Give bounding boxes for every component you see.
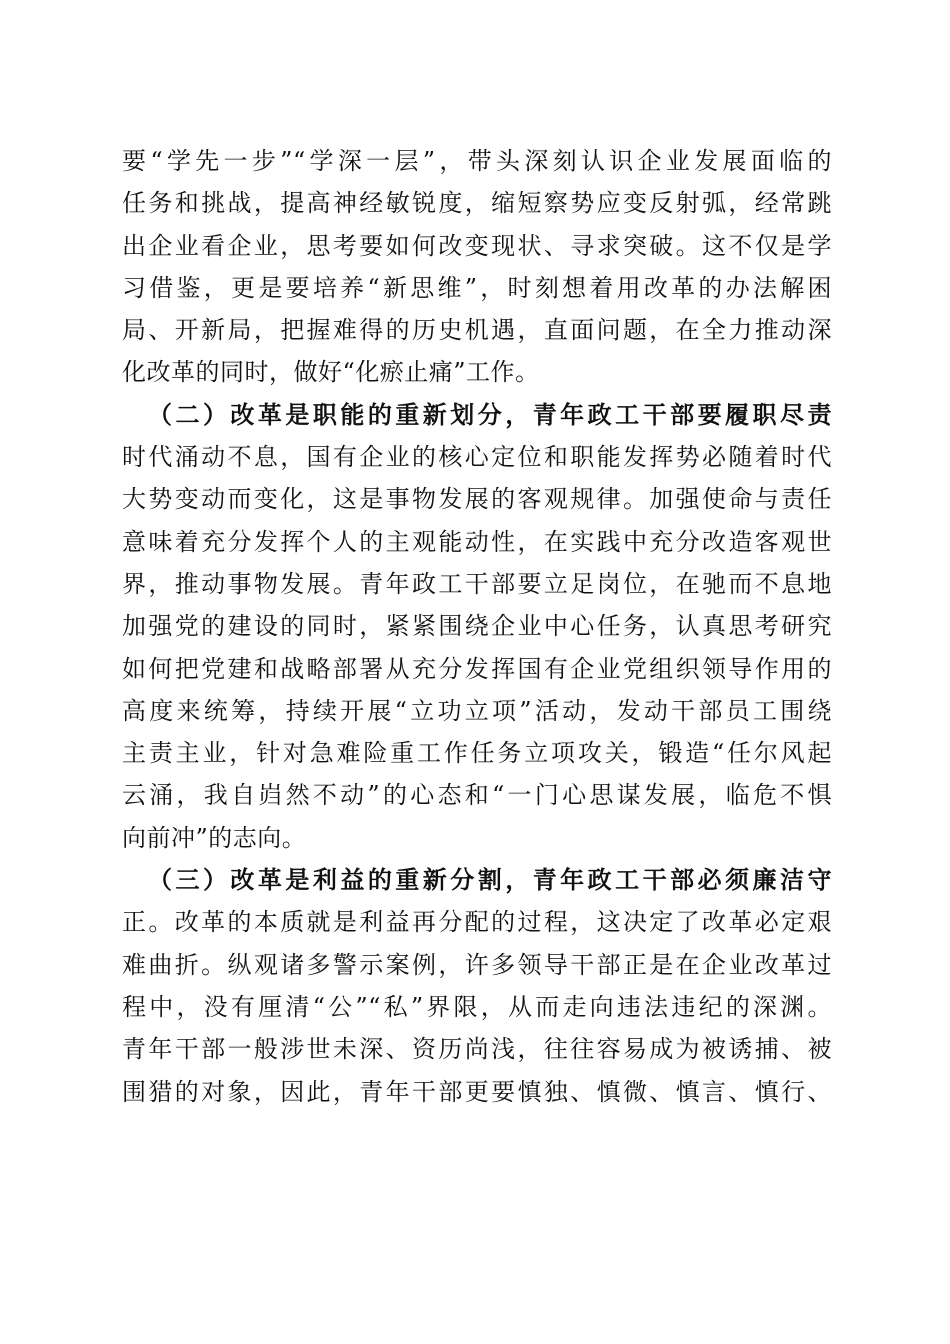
text-line: 主责主业，针对急难险重工作任务立项攻关，锻造“任尔风起: [122, 739, 832, 768]
text-line: 要“学先一步”“学深一层”，带头深刻认识企业发展面临的: [122, 147, 832, 175]
text-line: 程中，没有厘清“公”“私”界限，从而走向违法违纪的深渊。: [122, 992, 832, 1021]
text-line: 青年干部一般涉世未深、资历尚浅，往往容易成为被诱捕、被: [122, 1035, 832, 1064]
text-line: 局、开新局，把握难得的历史机遇，直面问题，在全力推动深: [122, 316, 832, 345]
text-line: 习借鉴，更是要培养“新思维”，时刻想着用改革的办法解困: [122, 273, 832, 302]
text-line: 化改革的同时，做好“化瘀止痛”工作。: [122, 358, 540, 387]
body-text: [122, 140, 832, 1113]
text-line: 云涌，我自岿然不动”的心态和“一门心思谋发展，临危不惧: [122, 781, 832, 810]
text-line: 大势变动而变化，这是事物发展的客观规律。加强使命与责任: [122, 485, 832, 514]
text-line: 围猎的对象，因此，青年干部更要慎独、慎微、慎言、慎行、: [122, 1077, 832, 1106]
section-heading-3: （三）改革是利益的重新分割，青年政工干部必须廉洁守: [148, 865, 832, 895]
text-line: 向前冲”的志向。: [122, 823, 307, 852]
text-line: 出企业看企业，思考要如何改变现状、寻求突破。这不仅是学: [122, 231, 832, 260]
text-line: 正。改革的本质就是利益再分配的过程，这决定了改革必定艰: [122, 908, 832, 937]
text-line: 如何把党建和战略部署从充分发挥国有企业党组织领导作用的: [122, 654, 832, 683]
section-heading-2: （二）改革是职能的重新划分，青年政工干部要履职尽责: [148, 399, 832, 429]
text-line: 加强党的建设的同时，紧紧围绕企业中心任务，认真思考研究: [122, 612, 832, 641]
text-line: 界，推动事物发展。青年政工干部要立足岗位，在驰而不息地: [122, 569, 832, 598]
text-line: 高度来统筹，持续开展“立功立项”活动，发动干部员工围绕: [122, 696, 832, 725]
text-line: 时代涌动不息，国有企业的核心定位和职能发挥势必随着时代: [122, 443, 832, 472]
text-line: 任务和挑战，提高神经敏锐度，缩短察势应变反射弧，经常跳: [122, 189, 832, 218]
text-line: 难曲折。纵观诸多警示案例，许多领导干部正是在企业改革过: [122, 950, 832, 979]
text-line: 意味着充分发挥个人的主观能动性，在实践中充分改造客观世: [122, 527, 832, 556]
